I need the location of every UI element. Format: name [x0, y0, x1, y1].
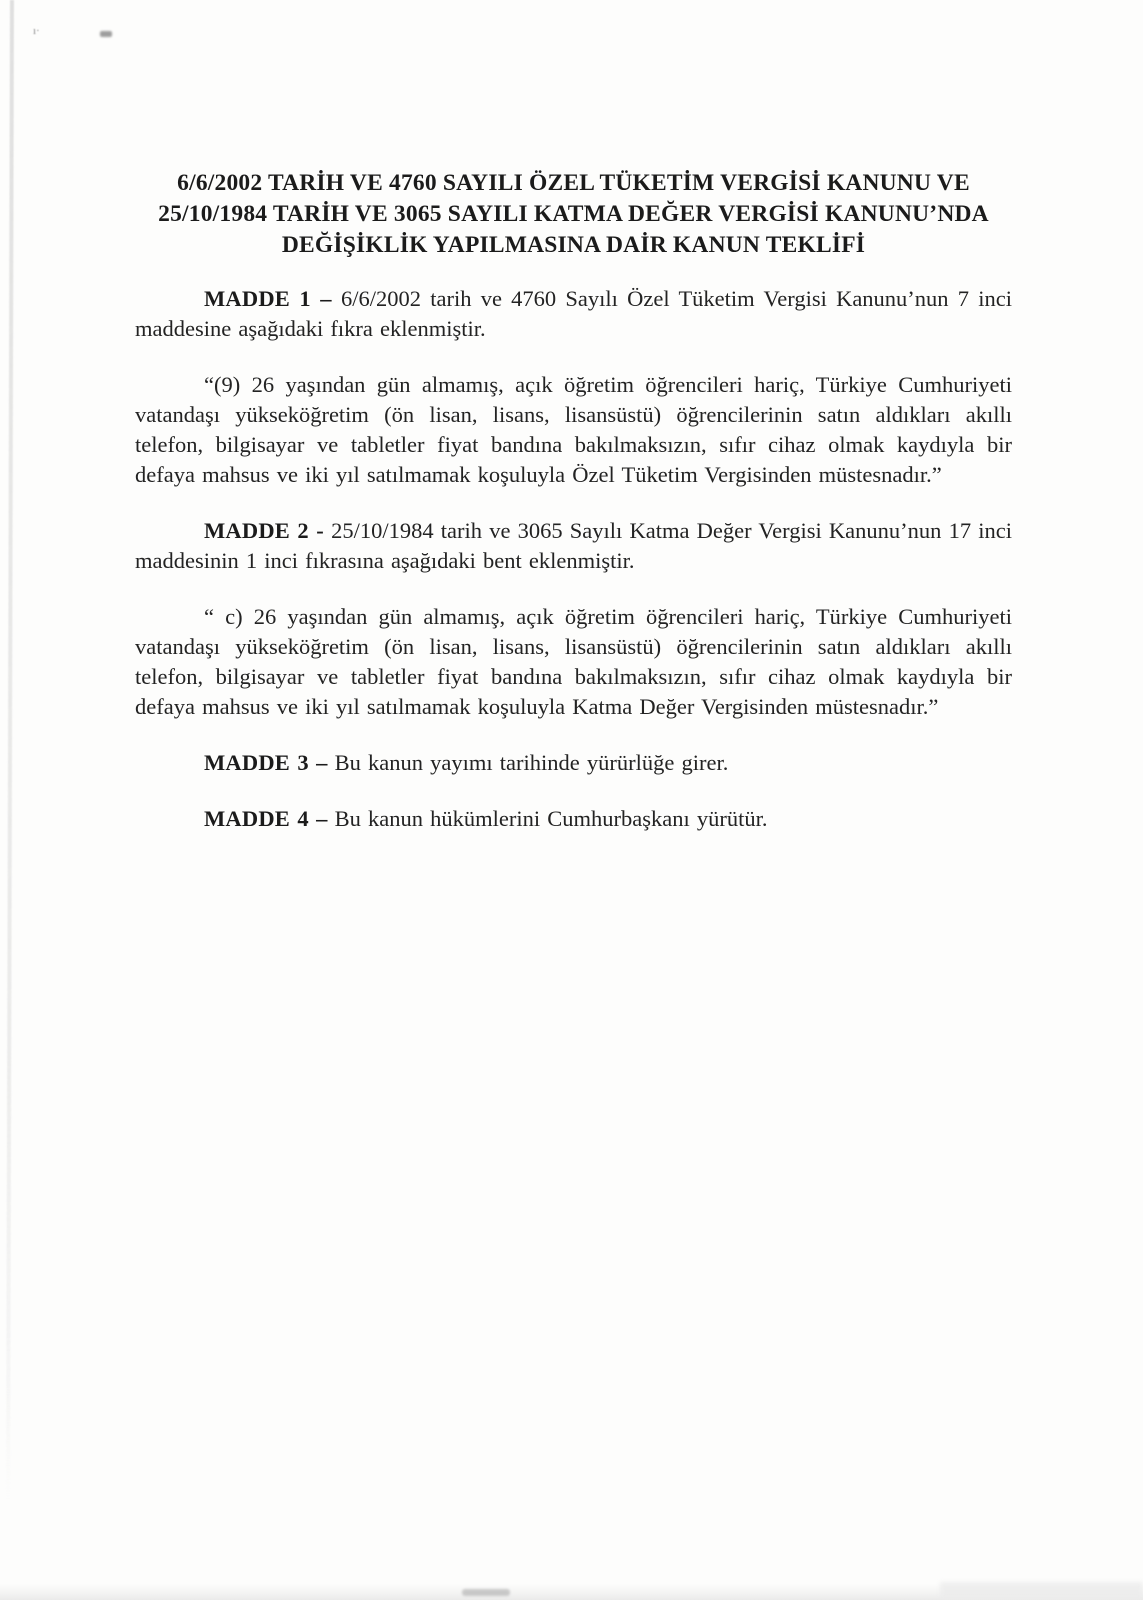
madde-3-text: Bu kanun yayımı tarihinde yürürlüğe girer. [327, 750, 729, 775]
scan-speck-mark: ı· [33, 25, 40, 37]
paragraph-madde-2 [135, 516, 1012, 576]
madde-1-text: 6/6/2002 tarih ve 4760 Sayılı Özel Tüketim Vergisi Kanunu’nun 7 inci maddesine aşağıdaki fıkra eklenmiştir. [135, 286, 1013, 341]
bent-c-text: “ c) 26 yaşından gün almamış, açık öğretim öğrencileri hariç, Türkiye Cumhuriyeti vatandaşı yükseköğretim (ön lisan, lisans, lisansüstü) öğrencilerinin satın aldıkları akıllı telefon, bilgisayar ve tabletler fiyat bandına bakılmaksızın, sıfır cihaz olmak kaydıyla bir defaya mahsus ve iki yıl satılmamak koşuluyla Katma Değer Vergisinden müstesnadır.” [135, 604, 1012, 719]
paragraph-madde-1 [135, 284, 1012, 344]
document-title [135, 168, 1012, 261]
madde-2-text: 25/10/1984 tarih ve 3065 Sayılı Katma Değer Vergisi Kanunu’nun 17 inci maddesinin 1 inci fıkrasına aşağıdaki bent eklenmiştir. [135, 518, 1012, 573]
title-line-2: 25/10/1984 TARİH VE 3065 SAYILI KATMA DEĞER VERGİSİ KANUNU’NDA [158, 201, 989, 227]
madde-2-label: MADDE 2 - [204, 518, 324, 543]
madde-4-label: MADDE 4 – [204, 806, 328, 831]
scan-left-edge-line [6, 0, 14, 1500]
document-text-block [135, 168, 1012, 860]
madde-1-label: MADDE 1 – [204, 286, 332, 311]
paragraph-fikra-9 [135, 370, 1012, 490]
title-line-3: DEĞİŞİKLİK YAPILMASINA DAİR KANUN TEKLİFİ [281, 232, 866, 258]
title-line-1: 6/6/2002 TARİH VE 4760 SAYILI ÖZEL TÜKETİM VERGİSİ KANUNU VE [177, 170, 970, 196]
scan-smudge-mark [100, 31, 112, 37]
fikra-9-text: “(9) 26 yaşından gün almamış, açık öğretim öğrencileri hariç, Türkiye Cumhuriyeti vatandaşı yükseköğretim (ön lisan, lisans, lisansüstü) öğrencilerinin satın aldıkları akıllı telefon, bilgisayar ve tabletler fiyat bandına bakılmaksızın, sıfır cihaz olmak kaydıyla bir defaya mahsus ve iki yıl satılmamak koşuluyla Özel Tüketim Vergisinden müstesnadır.” [135, 372, 1012, 487]
madde-3-label: MADDE 3 – [204, 750, 328, 775]
paragraph-bent-c [135, 602, 1012, 722]
scan-bottom-smudge [462, 1589, 510, 1596]
madde-4-text: Bu kanun hükümlerini Cumhurbaşkanı yürütür. [327, 806, 768, 831]
paragraph-madde-3 [135, 748, 1012, 778]
scan-bottom-smudge-right [940, 1582, 1143, 1600]
paragraph-madde-4 [135, 804, 1012, 834]
